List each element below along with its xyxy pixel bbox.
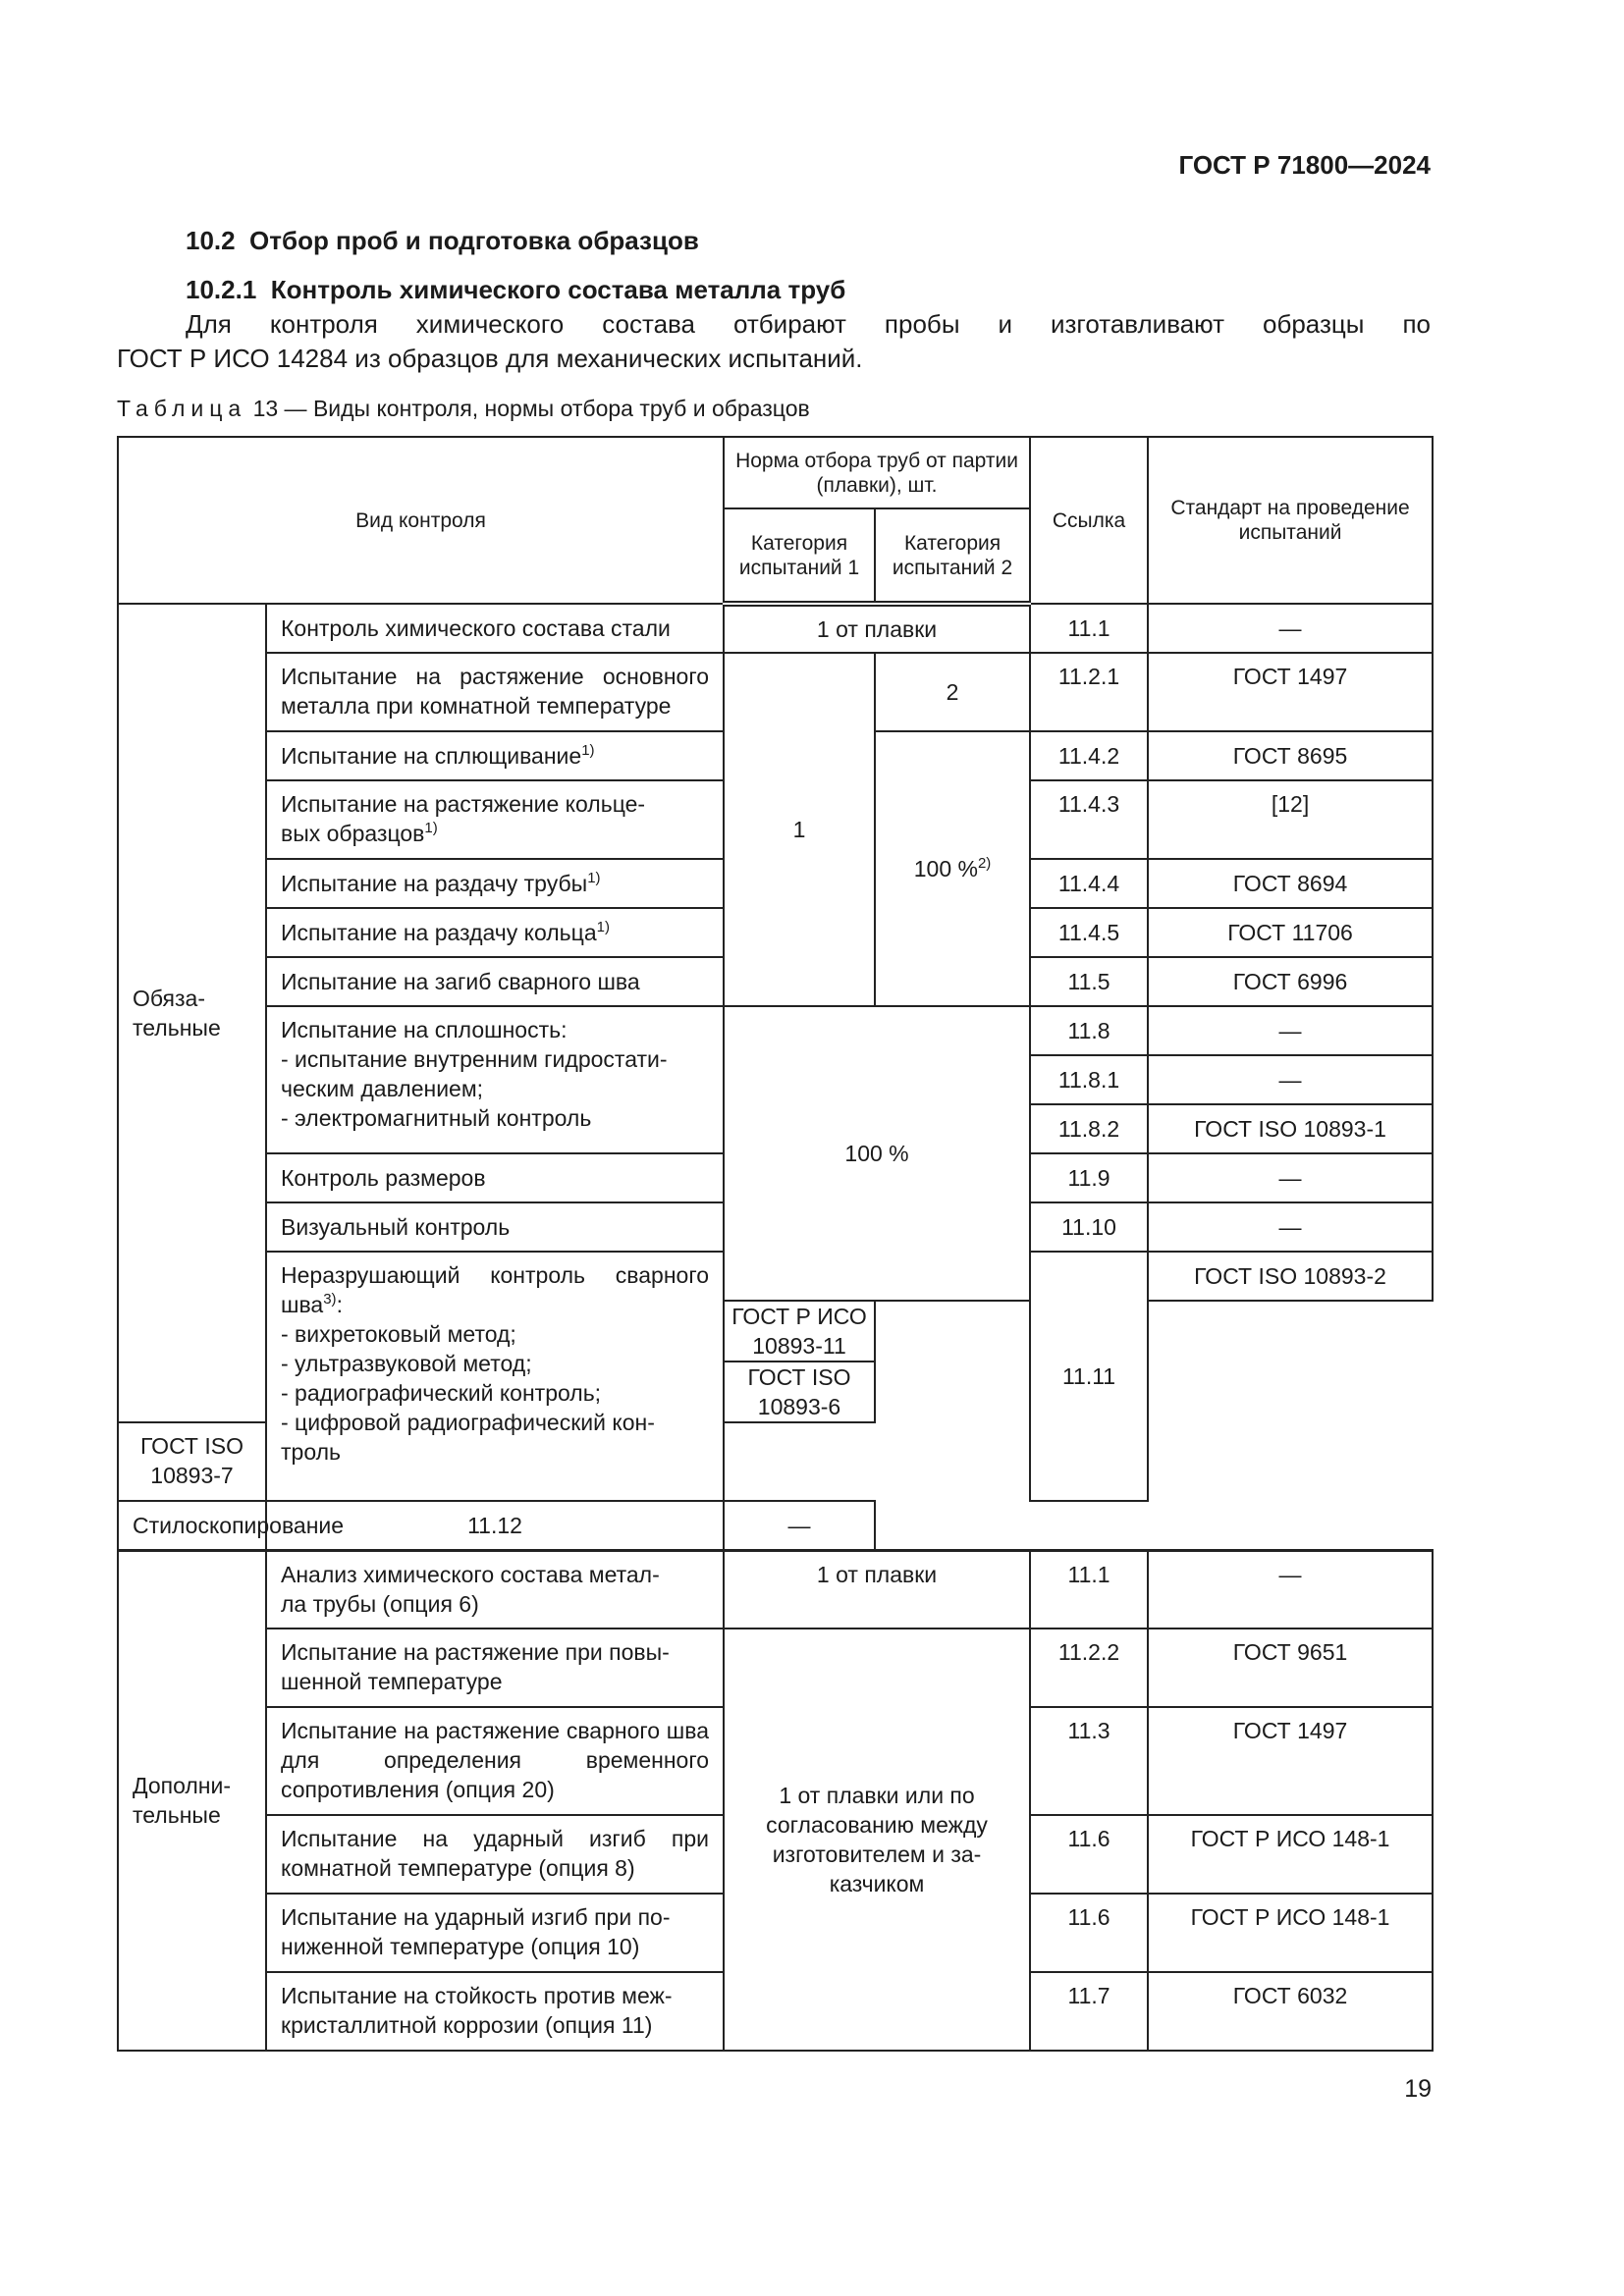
row-ref: 11.7: [1030, 1972, 1148, 2051]
row-standard: ГОСТ 6996: [1148, 957, 1433, 1006]
row-standard: ГОСТ Р ИСО 148-1: [1148, 1894, 1433, 1972]
row-name: Испытание на растяжение при повы- шенной температуре: [266, 1629, 724, 1707]
inspection-table: [117, 436, 1434, 2052]
row-name: [266, 1252, 724, 1501]
intro-paragraph: [117, 307, 1431, 376]
row-name: [266, 780, 724, 859]
row-name: [266, 908, 724, 957]
row-standard: —: [1148, 1202, 1433, 1252]
row-ref: 11.5: [1030, 957, 1148, 1006]
row-standard: ГОСТ 8695: [1148, 731, 1433, 780]
footnote-ref: 1): [424, 820, 438, 836]
row-name: Испытание на растяжение сварного шва для определения временного сопротивления (опция 20): [266, 1707, 724, 1815]
row-name: Испытание на ударный изгиб при комнатной температуре (опция 8): [266, 1815, 724, 1894]
section-heading: 10.2 Отбор проб и подготовка образцов: [186, 226, 699, 255]
cat2-value: 100 %: [913, 856, 978, 881]
row-name-text: Испытание на раздачу кольца: [281, 920, 597, 945]
row-norm: 100 %: [724, 1006, 1030, 1301]
caption-text: 13 — Виды контроля, нормы отбора труб и образцов: [252, 396, 810, 421]
row-ref: 11.10: [1030, 1202, 1148, 1252]
row-norm: 1 от плавки: [724, 604, 1030, 653]
row-name: Испытание на стойкость против меж- кристаллитной коррозии (опция 11): [266, 1972, 724, 2051]
row-ref: 11.6: [1030, 1894, 1148, 1972]
row-name: [266, 731, 724, 780]
page-number: 19: [1404, 2075, 1432, 2103]
row-name: Контроль размеров: [266, 1153, 724, 1202]
row-name: Испытание на ударный изгиб при по- ниженной температуре (опция 10): [266, 1894, 724, 1972]
row-standard: ГОСТ 11706: [1148, 908, 1433, 957]
row-ref: 11.12: [266, 1501, 724, 1550]
row-name-text: Испытание на растяжение кольце- вых образцов: [281, 791, 646, 846]
row-name: Испытание на загиб сварного шва: [266, 957, 724, 1006]
row-ref: 11.2.1: [1030, 653, 1148, 731]
row-name: Испытание на сплошность: - испытание внутренним гидростати- ческим давлением; - электромагнитный контроль: [266, 1006, 724, 1153]
footnote-ref: 1): [587, 870, 601, 886]
row-ref: 11.4.3: [1030, 780, 1148, 859]
row-name-text: Испытание на сплющивание: [281, 743, 582, 769]
row-cat2: [875, 731, 1030, 1006]
row-standard: —: [1148, 604, 1433, 653]
row-standard: —: [1148, 1153, 1433, 1202]
row-standard: [12]: [1148, 780, 1433, 859]
row-norm: 1 от плавки или по согласованию между изготовителем и за- казчиком: [724, 1629, 1030, 2051]
row-standard: ГОСТ ISO 10893-1: [1148, 1104, 1433, 1153]
header-norm: Норма отбора труб от партии (плавки), шт.: [724, 437, 1030, 508]
group-mandatory: Обяза- тельные: [118, 604, 266, 1422]
row-ref: 11.3: [1030, 1707, 1148, 1815]
row-name: Стилоскопирование: [118, 1501, 266, 1550]
row-standard: ГОСТ 9651: [1148, 1629, 1433, 1707]
row-ref: 11.4.4: [1030, 859, 1148, 908]
row-standard: ГОСТ Р ИСО 10893-11: [724, 1301, 875, 1362]
row-standard: ГОСТ 6032: [1148, 1972, 1433, 2051]
row-standard: ГОСТ 1497: [1148, 1707, 1433, 1815]
row-ref: 11.11: [1030, 1252, 1148, 1501]
row-name: [266, 859, 724, 908]
row-standard: —: [724, 1501, 875, 1550]
header-standard: Стандарт на проведение испытаний: [1148, 437, 1433, 604]
header-cat2: Категория испытаний 2: [875, 508, 1030, 604]
caption-label: Таблица: [117, 396, 247, 421]
row-standard: ГОСТ ISO 10893-2: [1148, 1252, 1433, 1301]
row-ref: 11.8.1: [1030, 1055, 1148, 1104]
row-standard: —: [1148, 1006, 1433, 1055]
row-ref: 11.1: [1030, 1550, 1148, 1629]
row-name: Анализ химического состава метал- ла трубы (опция 6): [266, 1550, 724, 1629]
footnote-ref: 1): [581, 742, 595, 759]
row-ref: 11.8.2: [1030, 1104, 1148, 1153]
row-cat2: 2: [875, 653, 1030, 731]
header-cat1: Категория испытаний 1: [724, 508, 875, 604]
row-ref: 11.4.5: [1030, 908, 1148, 957]
row-standard: ГОСТ 1497: [1148, 653, 1433, 731]
paragraph-line: Для контроля химического состава отбирают пробы и изготавливают образцы по: [186, 309, 1431, 339]
paragraph-line: ГОСТ Р ИСО 14284 из образцов для механических испытаний.: [117, 344, 863, 373]
header-ref: Ссылка: [1030, 437, 1148, 604]
footnote-ref: 3): [323, 1291, 337, 1308]
subsection-heading: 10.2.1 Контроль химического состава металла труб: [186, 275, 846, 304]
header-type: Вид контроля: [118, 437, 724, 604]
row-name-text: шва: [281, 1292, 324, 1317]
row-name-text: Испытание на раздачу трубы: [281, 871, 588, 896]
row-name: Испытание на растяжение основного металла при комнатной температуре: [266, 653, 724, 731]
row-ref: 11.4.2: [1030, 731, 1148, 780]
row-name-text: Неразрушающий контроль сварного: [281, 1262, 710, 1288]
row-standard: ГОСТ ISO 10893-6: [724, 1362, 875, 1422]
row-name: Визуальный контроль: [266, 1202, 724, 1252]
row-name-text: : - вихретоковый метод; - ультразвуковой метод; - радиографический контроль; - цифровой радиографический кон- троль: [281, 1292, 655, 1465]
row-standard: —: [1148, 1550, 1433, 1629]
row-standard: —: [1148, 1055, 1433, 1104]
row-name: Контроль химического состава стали: [266, 604, 724, 653]
row-ref: 11.2.2: [1030, 1629, 1148, 1707]
group-additional: Дополни- тельные: [118, 1550, 266, 2051]
row-standard: ГОСТ Р ИСО 148-1: [1148, 1815, 1433, 1894]
table-caption: [117, 396, 810, 422]
footnote-ref: 2): [977, 855, 992, 872]
row-norm: 1 от плавки: [724, 1550, 1030, 1629]
footnote-ref: 1): [596, 919, 610, 935]
standard-header: ГОСТ Р 71800—2024: [1178, 150, 1431, 180]
row-ref: 11.1: [1030, 604, 1148, 653]
row-standard: ГОСТ ISO 10893-7: [118, 1422, 266, 1501]
row-ref: 11.8: [1030, 1006, 1148, 1055]
row-standard: ГОСТ 8694: [1148, 859, 1433, 908]
row-ref: 11.9: [1030, 1153, 1148, 1202]
row-ref: 11.6: [1030, 1815, 1148, 1894]
row-cat1: 1: [724, 653, 875, 1006]
